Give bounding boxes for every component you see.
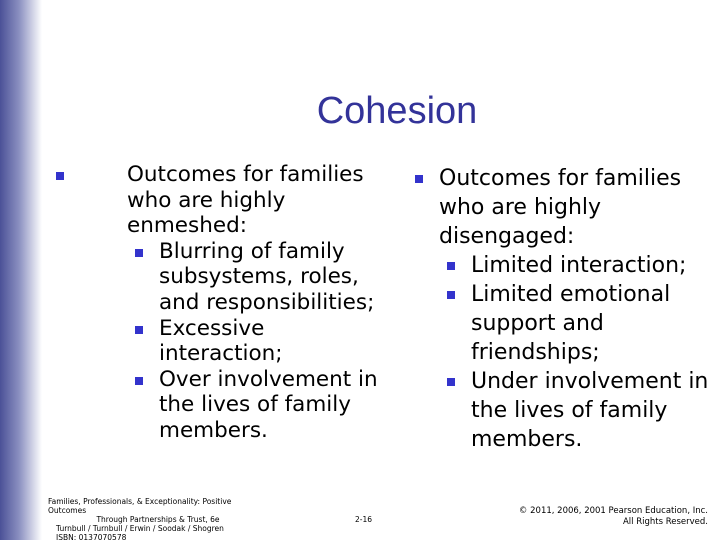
copyright-line: All Rights Reserved.	[622, 517, 708, 527]
right-sub-text: Under involvement in the lives of family members.	[471, 369, 709, 452]
right-sub-text: Limited interaction;	[471, 253, 687, 278]
side-gradient-bar	[0, 0, 42, 540]
right-column	[439, 164, 719, 454]
footer-line: ISBN: 0137070578	[56, 533, 127, 542]
left-sub-text: Excessive interaction;	[159, 315, 283, 367]
footer-line: Turnbull / Turnbull / Erwin / Soodak / Shogren	[56, 524, 224, 533]
page-number: 2-16	[355, 515, 373, 524]
bullet-icon	[447, 262, 455, 270]
slide-title: Cohesion	[316, 90, 478, 132]
left-column	[127, 162, 387, 444]
left-main-text: Outcomes for families who are highly enmeshed:	[127, 162, 364, 239]
copyright-line: © 2011, 2006, 2001 Pearson Education, Inc.	[518, 506, 708, 516]
bullet-icon	[135, 377, 143, 385]
left-sub-text: Over involvement in the lives of family members.	[159, 366, 378, 443]
bullet-icon	[447, 291, 455, 299]
bullet-icon	[56, 172, 64, 180]
bullet-icon	[135, 326, 143, 334]
footer-citation	[48, 497, 268, 542]
right-main-text: Outcomes for families who are highly disengaged:	[439, 166, 682, 249]
bullet-icon	[135, 249, 143, 257]
bullet-icon	[447, 378, 455, 386]
footer-line: Families, Professionals, & Exceptionality: Positive Outcomes	[48, 497, 232, 515]
footer-line: Through Partnerships & Trust, 6e	[96, 515, 220, 524]
copyright	[519, 506, 708, 528]
right-sub-text: Limited emotional support and friendships;	[471, 282, 671, 365]
bullet-icon	[415, 175, 423, 183]
left-sub-text: Blurring of family subsystems, roles, and responsibilities;	[159, 238, 375, 315]
